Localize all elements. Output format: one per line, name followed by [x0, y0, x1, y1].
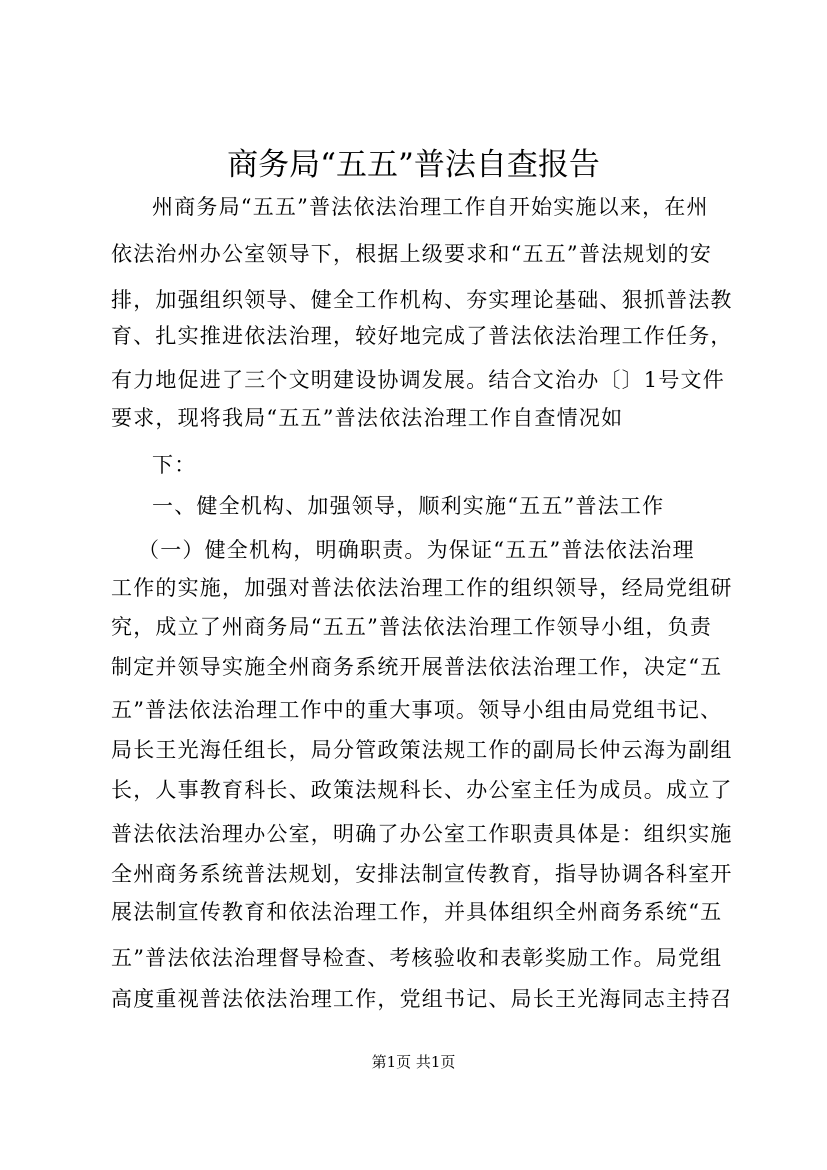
body-line-14: 局长王光海任组长，局分管政策法规工作的副局长仲云海为副组: [111, 738, 733, 762]
body-line-7: 下：: [152, 453, 197, 477]
body-line-12: 制定并领导实施全州商务系统开展普法依法治理工作，决定“五: [111, 655, 723, 679]
body-line-16: 普法依法治理办公室，明确了办公室工作职责具体是：组织实施: [111, 822, 733, 846]
body-line-6: 要求，现将我局“五五”普法依法治理工作自查情况如: [111, 406, 624, 430]
body-line-5: 有力地促进了三个文明建设协调发展。结合文治办〔〕1号文件: [111, 368, 725, 392]
page-footer: 第1页 共1页: [371, 1053, 456, 1071]
body-line-13: 五”普法依法治理工作中的重大事项。领导小组由局党组书记、: [111, 698, 723, 722]
body-line-4: 育、扎实推进依法治理，较好地完成了普法依法治理工作任务，: [111, 324, 733, 348]
page-title: 商务局“五五”普法自查报告: [227, 147, 600, 183]
body-line-18: 展法制宣传教育和依法治理工作，并具体组织全州商务系统“五: [111, 900, 723, 924]
body-line-15: 长，人事教育科长、政策法规科长、办公室主任为成员。成立了: [111, 778, 733, 802]
body-line-3: 排，加强组织领导、健全工作机构、夯实理论基础、狠抓普法教: [111, 288, 733, 312]
body-line-17: 全州商务系统普法规划，安排法制宣传教育，指导协调各科室开: [111, 862, 733, 886]
body-line-1: 州商务局“五五”普法依法治理工作自开始实施以来，在州: [152, 195, 709, 219]
body-line-19: 五”普法依法治理督导检查、考核验收和表彰奖励工作。局党组: [111, 946, 723, 970]
body-line-10: 工作的实施，加强对普法依法治理工作的组织领导，经局党组研: [111, 576, 733, 600]
subsection-heading-1: （一）健全机构，明确职责。为保证“五五”普法依法治理: [138, 538, 695, 562]
body-line-2: 依法治州办公室领导下，根据上级要求和“五五”普法规划的安: [111, 242, 713, 266]
body-line-20: 高度重视普法依法治理工作，党组书记、局长王光海同志主持召: [111, 987, 733, 1011]
body-line-11: 究，成立了州商务局“五五”普法依法治理工作领导小组，负责: [111, 615, 713, 639]
section-heading-1: 一、健全机构、加强领导，顺利实施“五五”普法工作: [152, 494, 665, 518]
